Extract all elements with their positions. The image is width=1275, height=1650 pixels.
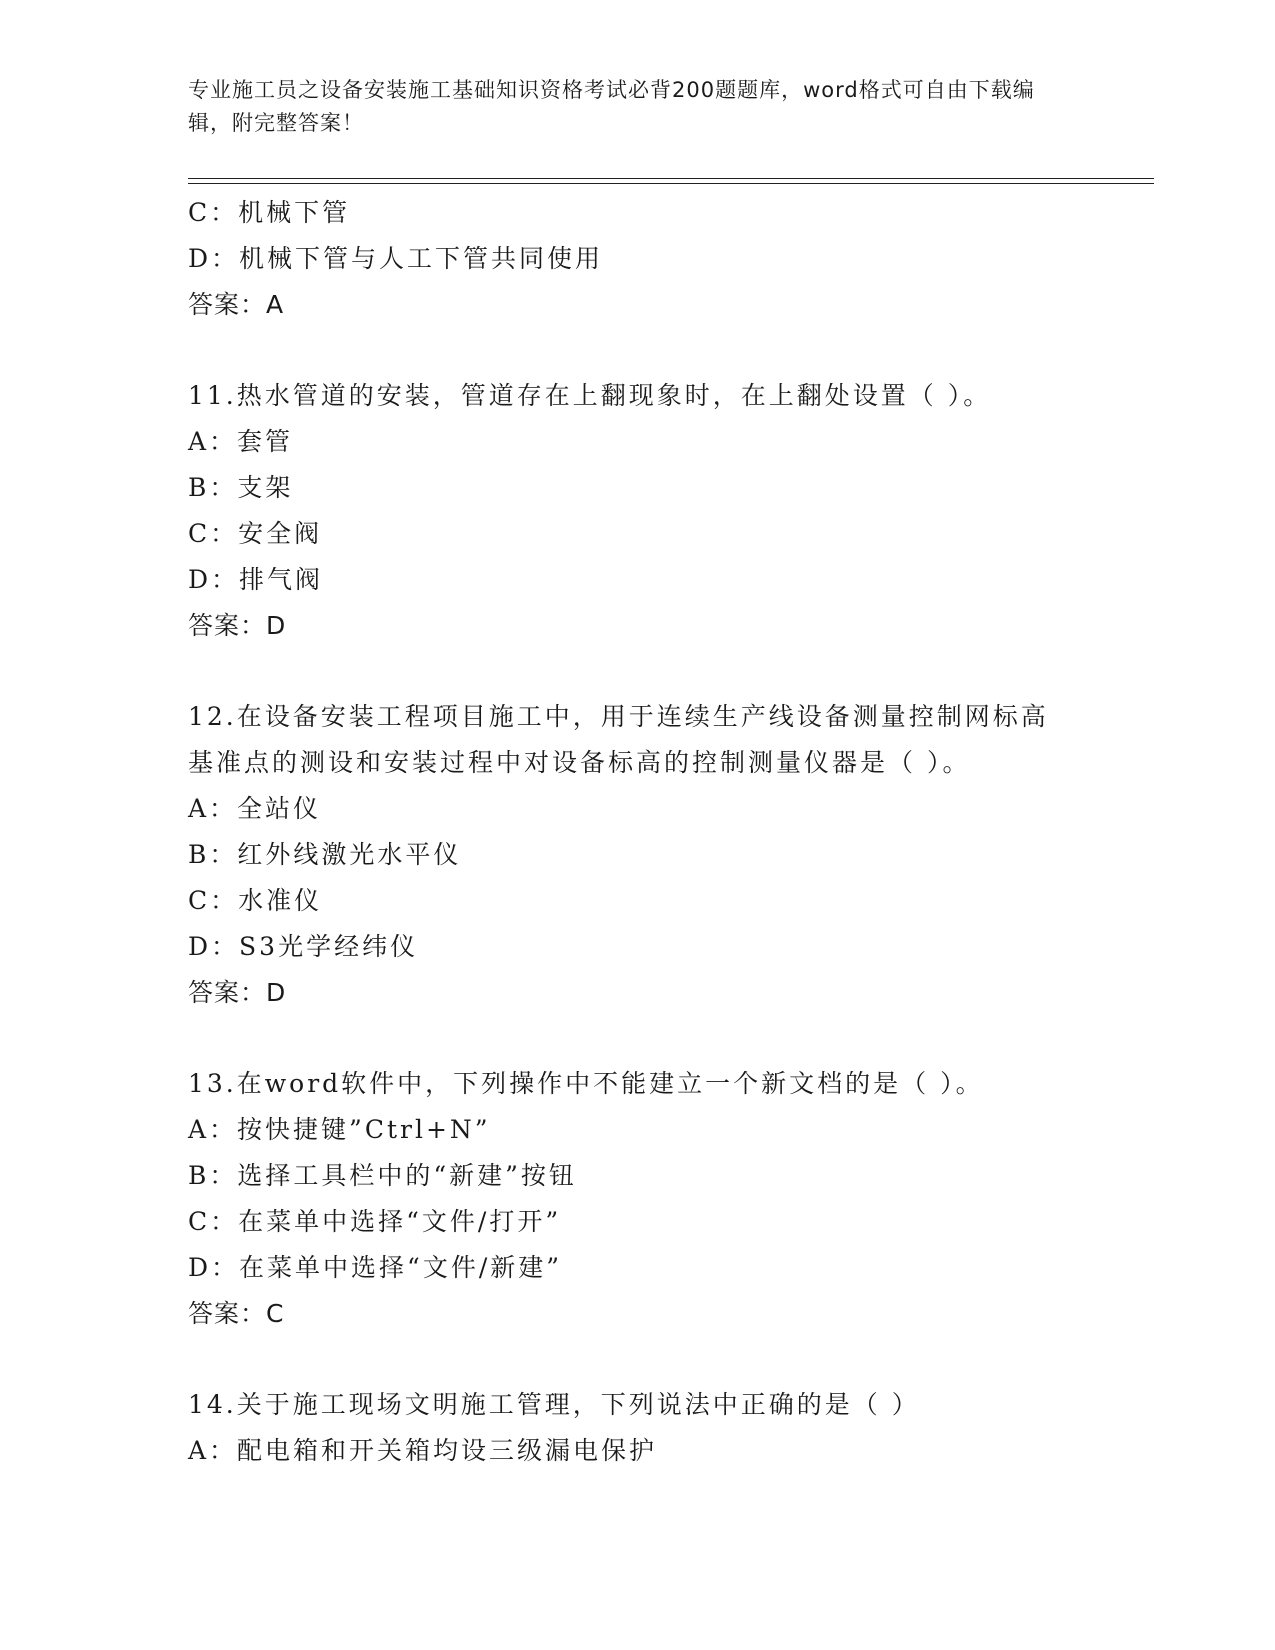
option-c: C：水准仪 bbox=[188, 886, 323, 915]
question-content bbox=[188, 190, 1088, 1474]
question-11 bbox=[188, 373, 1088, 649]
header-rule-top bbox=[188, 178, 1154, 179]
header-title: 专业施工员之设备安装施工基础知识资格考试必背200题题库，word格式可自由下载编辑，附完整答案！ bbox=[188, 78, 1035, 135]
answer-line: 答案：C bbox=[188, 1299, 285, 1328]
question-text: 11.热水管道的安装，管道存在上翻现象时，在上翻处设置（ ）。 bbox=[188, 381, 992, 410]
option-d: D：机械下管与人工下管共同使用 bbox=[188, 244, 604, 273]
question-12 bbox=[188, 694, 1088, 1016]
question-13 bbox=[188, 1061, 1088, 1337]
question-14 bbox=[188, 1382, 1088, 1474]
previous-question-tail bbox=[188, 190, 1088, 328]
answer-line: 答案：D bbox=[188, 611, 287, 640]
question-text-line-2: 基准点的测设和安装过程中对设备标高的控制测量仪器是（ ）。 bbox=[188, 748, 971, 777]
option-c: C：机械下管 bbox=[188, 198, 351, 227]
answer-line: 答案：D bbox=[188, 978, 287, 1007]
option-c: C：安全阀 bbox=[188, 519, 323, 548]
question-text: 14.关于施工现场文明施工管理，下列说法中正确的是（ ） bbox=[188, 1390, 920, 1419]
option-d: D：排气阀 bbox=[188, 565, 324, 594]
question-text: 13.在word软件中，下列操作中不能建立一个新文档的是（ ）。 bbox=[188, 1069, 984, 1098]
answer-line: 答案：A bbox=[188, 290, 285, 319]
option-c: C：在菜单中选择“文件/打开” bbox=[188, 1207, 562, 1236]
option-a: A：全站仪 bbox=[188, 794, 322, 823]
option-b: B：支架 bbox=[188, 473, 294, 502]
option-d: D：S3光学经纬仪 bbox=[188, 932, 419, 961]
option-b: B：红外线激光水平仪 bbox=[188, 840, 462, 869]
header-rule-bottom bbox=[188, 183, 1154, 184]
option-a: A：按快捷键”Ctrl+N” bbox=[188, 1115, 491, 1144]
option-b: B：选择工具栏中的“新建”按钮 bbox=[188, 1161, 577, 1190]
option-a: A：配电箱和开关箱均设三级漏电保护 bbox=[188, 1436, 658, 1465]
option-a: A：套管 bbox=[188, 427, 294, 456]
option-d: D：在菜单中选择“文件/新建” bbox=[188, 1253, 563, 1282]
document-header bbox=[188, 74, 1068, 140]
question-text-line-1: 12.在设备安装工程项目施工中，用于连续生产线设备测量控制网标高 bbox=[188, 702, 1049, 731]
